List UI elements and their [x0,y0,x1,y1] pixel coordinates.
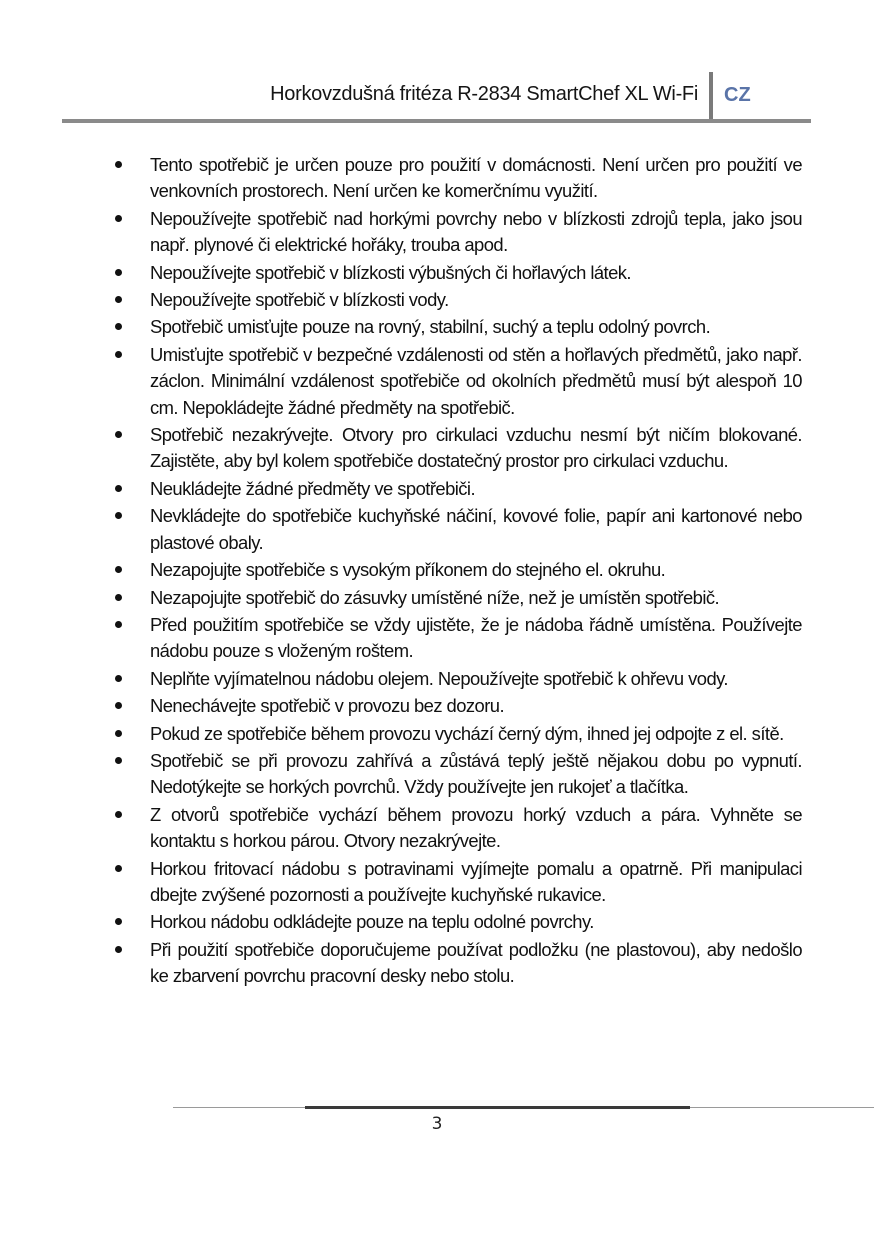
list-item-text: Umisťujte spotřebič v bezpečné vzdálenosti od stěn a hořlavých předmětů, jako např. záclon. Minimální vzdálenost spotřebiče od okolních předmětů musí být alespoň 10 cm. Nepokládejte žádné předměty na spotřebič. [150,343,802,418]
list-item-text: Spotřebič umisťujte pouze na rovný, stabilní, suchý a teplu odolný povrch. [150,316,711,338]
footer-rule-accent [305,1106,690,1109]
bullet-icon [115,431,122,438]
list-item-text: Horkou nádobu odkládejte pouze na teplu odolné povrchy. [150,911,594,933]
bullet-icon [115,351,122,358]
list-item [112,422,802,475]
list-item [112,666,802,692]
list-item [112,612,802,665]
list-item [112,476,802,502]
list-item-text: Nezapojujte spotřebič do zásuvky umístěné níže, než je umístěn spotřebič. [150,586,720,608]
language-code: CZ [724,84,751,106]
list-item [112,342,802,421]
bullet-icon [115,918,122,925]
list-item [112,937,802,990]
bullet-icon [115,946,122,953]
safety-instructions-list [112,152,802,991]
list-item-text: Nezapojujte spotřebiče s vysokým příkonem do stejného el. okruhu. [150,559,666,581]
bullet-icon [115,594,122,601]
list-item-text: Tento spotřebič je určen pouze pro použití v domácnosti. Není určen pro použití ve venkovních prostorech. Není určen ke komerčnímu využití. [150,154,802,202]
page-header [0,0,874,124]
list-item [112,909,802,935]
list-item-text: Nevkládejte do spotřebiče kuchyňské náčiní, kovové folie, papír ani kartonové nebo plastové obaly. [150,505,802,553]
list-item-text: Horkou fritovací nádobu s potravinami vyjímejte pomalu a opatrně. Při manipulaci dbejte zvýšené pozornosti a používejte kuchyňské rukavice. [150,857,802,905]
list-item-text: Nepoužívejte spotřebič nad horkými povrchy nebo v blízkosti zdrojů tepla, jako jsou např. plynové či elektrické hořáky, trouba apod. [150,207,802,256]
list-item [112,287,802,313]
header-divider [709,72,713,120]
bullet-icon [115,730,122,737]
header-rule [62,119,811,123]
bullet-icon [115,621,122,628]
bullet-icon [115,323,122,330]
bullet-icon [115,296,122,303]
list-item-text: Před použitím spotřebiče se vždy ujistěte, že je nádoba řádně umístěna. Používejte nádobu pouze s vloženým roštem. [150,613,802,662]
list-item [112,856,802,909]
list-item-text: Pokud ze spotřebiče během provozu vychází černý dým, ihned jej odpojte z el. sítě. [150,722,784,744]
bullet-icon [115,485,122,492]
bullet-icon [115,512,122,519]
list-item [112,314,802,340]
document-title: Horkovzdušná fritéza R-2834 SmartChef XL Wi-Fi [270,83,698,105]
list-item [112,260,802,286]
list-item-text: Nepoužívejte spotřebič v blízkosti výbušných či hořlavých látek. [150,261,631,283]
list-item-text: Z otvorů spotřebiče vychází během provozu horký vzduch a pára. Vyhněte se kontaktu s horkou párou. Otvory nezakrývejte. [150,803,802,852]
list-item-text: Neukládejte žádné předměty ve spotřebiči. [150,477,476,499]
list-item [112,503,802,556]
bullet-icon [115,811,122,818]
list-item-text: Nenechávejte spotřebič v provozu bez dozoru. [150,695,505,717]
list-item [112,748,802,801]
bullet-icon [115,269,122,276]
list-item [112,152,802,205]
bullet-icon [115,702,122,709]
list-item [112,557,802,583]
list-item-text: Při použití spotřebiče doporučujeme používat podložku (ne plastovou), aby nedošlo ke zbarvení povrchu pracovní desky nebo stolu. [150,938,802,987]
list-item [112,721,802,747]
bullet-icon [115,757,122,764]
bullet-icon [115,865,122,872]
page-number: 3 [431,1114,443,1134]
bullet-icon [115,215,122,222]
bullet-icon [115,566,122,573]
list-item-text: Spotřebič nezakrývejte. Otvory pro cirkulaci vzduchu nesmí být ničím blokované. Zajistěte, aby byl kolem spotřebiče dostatečný prostor pro cirkulaci vzduchu. [150,424,802,472]
bullet-icon [115,675,122,682]
list-item [112,206,802,259]
list-item-text: Spotřebič se při provozu zahřívá a zůstává teplý ještě nějakou dobu po vypnutí. Nedotýkejte se horkých povrchů. Vždy používejte jen rukojeť a tlačítka. [150,749,802,798]
list-item [112,802,802,855]
list-item-text: Nepoužívejte spotřebič v blízkosti vody. [150,289,449,311]
list-item [112,693,802,719]
bullet-icon [115,161,122,168]
list-item-text: Neplňte vyjímatelnou nádobu olejem. Nepoužívejte spotřebič k ohřevu vody. [150,667,728,689]
list-item [112,585,802,611]
